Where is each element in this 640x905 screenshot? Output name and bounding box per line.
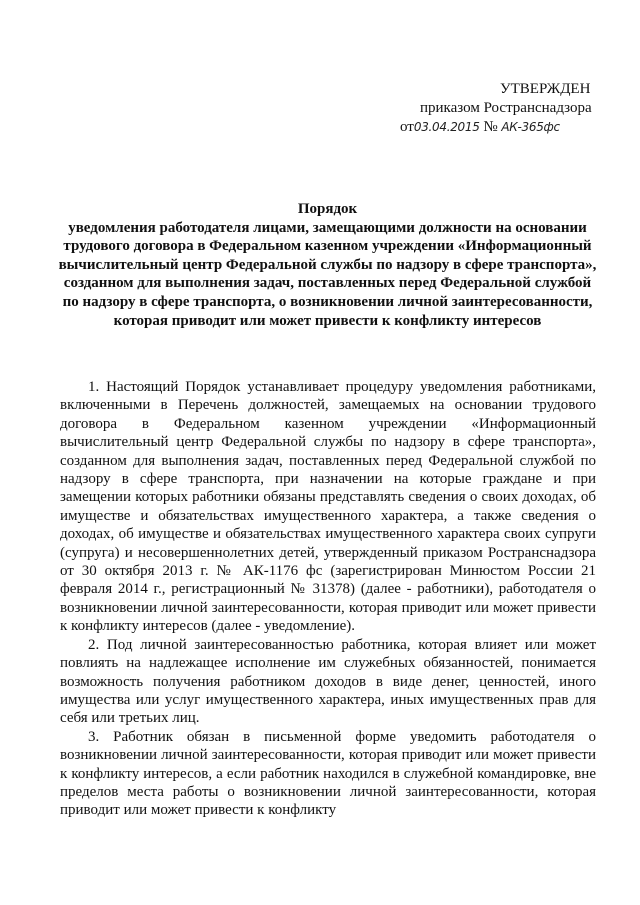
handwritten-number: АК-365фс (501, 120, 560, 134)
handwritten-date: 03.04.2015 (413, 120, 480, 134)
document-title-block (55, 200, 600, 330)
document-title: уведомления работодателя лицами, замещающими должности на основании трудового договора в Федеральном казенном учреждении «Информационный вычислительный центр Федеральной службы по надзору в сфере транспорта», созданном для выполнения задач, поставленных перед Федеральной службой по надзору в сфере транспорта, о возникновении личной заинтересованности, которая приводит или может привести к конфликту интересов (58, 219, 597, 329)
paragraph-1: 1. Настоящий Порядок устанавливает процедуру уведомления работниками, включенными в Перечень должностей, замещаемых на основании трудового договора в Федеральном казенном учреждении «Информационный вычислительный центр Федеральной службы по надзору в сфере транспорта», созданном для выполнения задач, поставленных перед Федеральной службой по надзору в сфере транспорта, при назначении на которые граждане и при замещении которых работники обязаны представлять сведения о своих доходах, об имуществе и обязательствах имущественного характера, а также сведения о доходах, об имуществе и обязательствах имущественного характера своих супруги (супруга) и несовершеннолетних детей, утвержденный приказом Ространснадзора от 30 октября 2013 г. № АК-1176 фс (зарегистрирован Минюстом России 21 февраля 2014 г., регистрационный № 31378) (далее - работники), работодателя о возникновении личной заинтересованности, которая приводит или может привести к конфликту интересов (далее - уведомление). (60, 379, 596, 635)
approval-date-number (400, 118, 620, 137)
document-body (60, 378, 596, 820)
document-heading: Порядок (297, 201, 358, 217)
from-label: от (400, 119, 414, 135)
paragraph-3: 3. Работник обязан в письменной форме уведомить работодателя о возникновении личной заинтересованности, которая приводит или может привести к конфликту интересов, а если работник находился в служебной командировке, вне пределов места работы о возникновении личной заинтересованности, которая приводит или может привести к конфликту (60, 728, 596, 819)
approval-order-line: приказом Ространснадзора (420, 100, 592, 116)
paragraph-2: 2. Под личной заинтересованностью работника, которая влияет или может повлиять на надлежащее исполнение им служебных обязанностей, понимается возможность получения работником доходов в виде денег, ценностей, иного имущества или услуг имущественного характера, иных имущественных прав для себя или третьих лиц. (60, 636, 596, 727)
approval-title: УТВЕРЖДЕН (500, 81, 591, 97)
approval-stamp (400, 80, 620, 137)
number-label: № (483, 119, 498, 135)
